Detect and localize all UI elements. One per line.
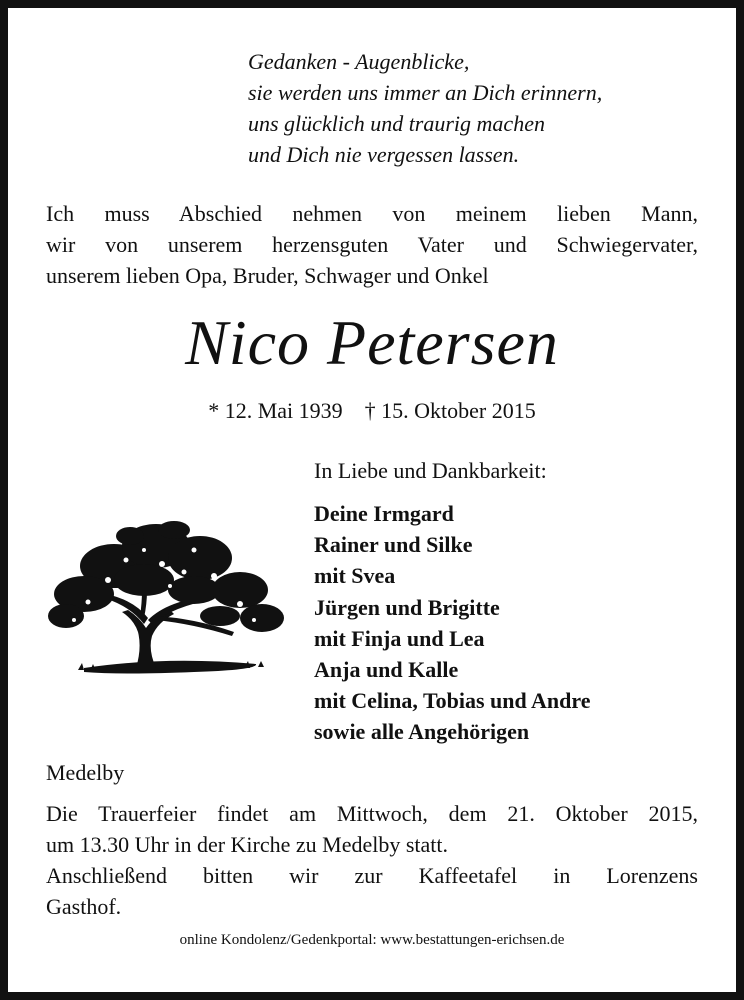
mourner-name: Rainer und Silke [314,532,473,558]
mourner-name: mit Celina, Tobias und Andre [314,688,591,714]
funeral-line: Anschließend bitten wir zur Kaffeetafel in Lorenzens [46,863,698,888]
funeral-line: um 13.30 Uhr in der Kirche zu Medelby statt. [46,832,449,857]
intro-line: unserem lieben Opa, Bruder, Schwager und Onkel [46,263,489,288]
deceased-name: Nico Petersen [185,307,559,378]
funeral-line: Die Trauerfeier findet am Mittwoch, dem 21. Oktober 2015, [46,801,698,826]
poem-line: und Dich nie vergessen lassen. [248,142,520,167]
intro-line: wir von unserem herzensguten Vater und Schwiegervater, [46,232,698,257]
tree-icon [44,520,288,680]
mourner-name: Jürgen und Brigitte [314,594,500,620]
mourner-name: sowie alle Angehörigen [314,719,530,745]
mourner-name: mit Svea [314,563,396,589]
mourners-list [314,498,591,748]
poem-line: uns glücklich und traurig machen [248,111,545,136]
thanks-heading: In Liebe und Dankbarkeit: [314,458,547,483]
intro-line: Ich muss Abschied nehmen von meinem lieben Mann, [46,201,698,226]
mourner-name: mit Finja und Lea [314,625,485,651]
online-condolence-note: online Kondolenz/Gedenkportal: www.bestattungen-erichsen.de [179,932,565,948]
poem-line: Gedanken - Augenblicke, [248,49,470,74]
poem-line: sie werden uns immer an Dich erinnern, [248,80,603,105]
funeral-line: Gasthof. [46,894,122,919]
life-dates [0,396,744,426]
mourner-name: Deine Irmgard [314,501,454,526]
mourner-name: Anja und Kalle [314,657,459,683]
birth-date: * 12. Mai 1939 [208,398,343,423]
memorial-poem [248,46,602,170]
death-date: † 15. Oktober 2015 [364,398,536,423]
intro-text [46,198,698,291]
funeral-info [46,798,698,922]
place-name: Medelby [46,760,125,785]
